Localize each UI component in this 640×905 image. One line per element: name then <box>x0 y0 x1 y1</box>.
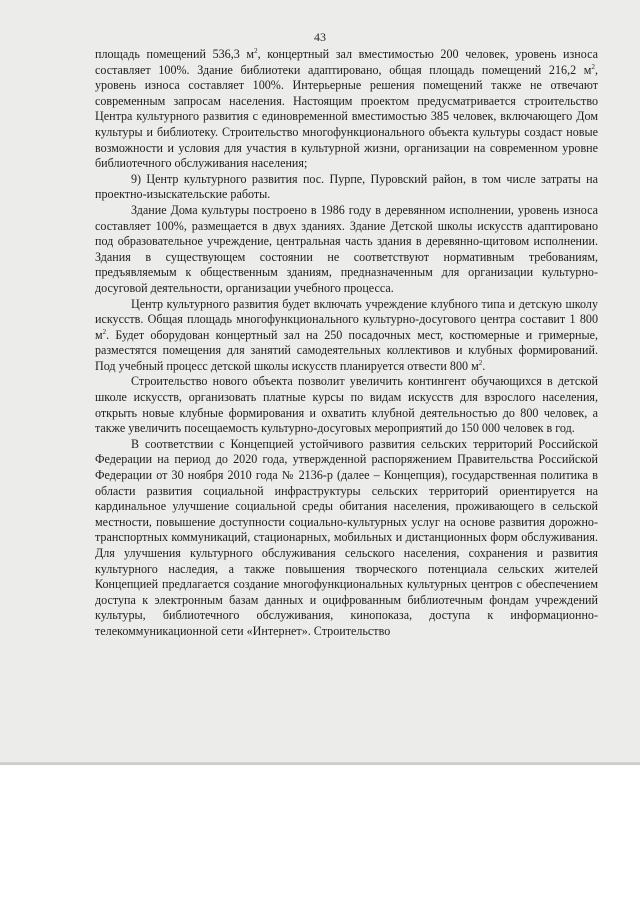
paragraph-p5 <box>95 374 598 436</box>
text-run: В соответствии с Концепцией устойчивого развития сельских территорий Российской Федерации на период до 2020 года, утвержденной распоряжением Правительства Российской Федерации от 30 ноября 2010 года № 2136-р (далее – Концепция), государственная политика в области развития социальной инфраструктуры сельских территорий ориентируется на кардинальное улучшение социальной среды обитания населения, проживающего в сельской местности, повышение доступности социально-культурных услуг на основе развития дорожно-транспортных коммуникаций, стационарных, мобильных и дистанционных форм обслуживания. Для улучшения культурного обслуживания сельского населения, сохранения и развития культурного наследия, а также повышения творческого потенциала сельских жителей Концепцией предлагается создание многофункциональных культурных центров с обеспечением доступа к электронным базам данных и оцифрованным библиотечным фондам учреждений культуры, библиотечного обслуживания, кинопоказа, доступа к информационно-телекоммуникационной сети «Интернет». Строительство <box>95 436 598 638</box>
paragraph-p2 <box>95 172 598 203</box>
superscript: 2 <box>478 358 483 367</box>
text-run: Центр культурного развития будет включать учреждение клубного типа и детскую школу искусств. Общая площадь многофункционального культурно-досугового центра составит 1 800 м <box>95 296 598 342</box>
text-run: Строительство нового объекта позволит увеличить контингент обучающихся в детской школе искусств, организовать платные курсы по видам искусств для взрослого населения, открыть новые клубные формирования и охватить клубной деятельностью до 800 человек, а также увеличить посещаемость культурно-досуговых мероприятий до 150 000 человек в год. <box>95 374 598 436</box>
text-run: . Будет оборудован концертный зал на 250 посадочных мест, костюмерные и гримерные, разместятся помещения для занятий самодеятельных коллективов и клубных формирований. Под учебный процесс детской школы искусств планируется отвести 800 м <box>95 327 598 373</box>
paragraph-p6 <box>95 437 598 640</box>
superscript: 2 <box>102 327 107 336</box>
paragraph-p3 <box>95 203 598 297</box>
text-run: , уровень износа составляет 100%. Интерьерные решения помещений также не отвечают современным запросам населения. Настоящим проектом предусматривается строительство Центра культурного развития с единовременной вместимостью 385 человек, включающего Дом культуры и библиотеку. Строительство многофункционального объекта культуры создаст новые возможности и условия для участия в культурной жизни, организации на современном уровне библиотечного обслуживания населения; <box>95 62 598 171</box>
paragraph-p1 <box>95 47 598 172</box>
blank-margin <box>0 765 640 905</box>
paragraph-p4 <box>95 297 598 375</box>
text-run: площадь помещений 536,3 м <box>95 47 255 61</box>
page-number: 43 <box>314 30 326 44</box>
superscript: 2 <box>254 47 258 55</box>
text-run: 9) Центр культурного развития пос. Пурпе, Пуровский район, в том числе затраты на проектно-изыскательские работы. <box>95 171 598 202</box>
text-run: , концертный зал вместимостью 200 человек, уровень износа составляет 100%. Здание библиотеки адаптировано, общая площадь помещений 216,2 м <box>95 47 598 77</box>
text-run: . <box>482 358 486 373</box>
text-run: Здание Дома культуры построено в 1986 году в деревянном исполнении, уровень износа составляет 100%, размещается в двух зданиях. Здание Детской школы искусств адаптировано под образовательное учреждение, центральная часть здания в деревянно-щитовом исполнении. Здания в существующем состоянии не соответствуют нормативным требованиям, предъявляемым к общественным зданиям, предназначенным для организации культурно-досуговой деятельности, организации учебного процесса. <box>95 202 598 295</box>
document-body <box>95 47 598 640</box>
superscript: 2 <box>591 62 595 71</box>
